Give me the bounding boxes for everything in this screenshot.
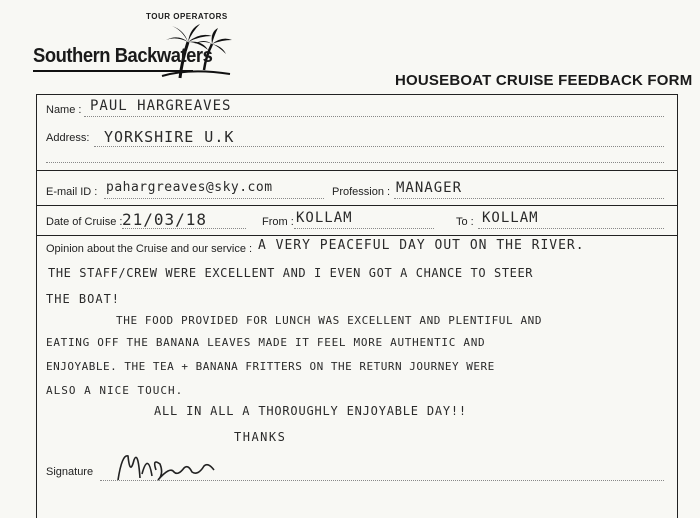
to-label: To : [456, 216, 474, 228]
opinion-line: ALSO A NICE TOUCH. [46, 384, 184, 397]
email-value: pahargreaves@sky.com [106, 180, 273, 195]
date-underline [122, 228, 246, 229]
address-underline [94, 146, 664, 147]
brand-tagline: TOUR OPERATORS [146, 12, 228, 21]
form-title: HOUSEBOAT CRUISE FEEDBACK FORM [395, 72, 693, 89]
opinion-line: ALL IN ALL A THOROUGHLY ENJOYABLE DAY!! [154, 404, 467, 418]
address-label: Address: [46, 132, 90, 144]
name-value: PAUL HARGREAVES [90, 98, 232, 114]
from-value: KOLLAM [296, 210, 353, 226]
address-underline-2 [46, 162, 664, 163]
from-label: From : [262, 216, 294, 228]
opinion-line: EATING OFF THE BANANA LEAVES MADE IT FEEL MORE AUTHENTIC AND [46, 336, 486, 349]
profession-label: Profession : [332, 186, 391, 198]
divider [36, 205, 678, 206]
divider [36, 235, 678, 236]
opinion-line: THE FOOD PROVIDED FOR LUNCH WAS EXCELLENT AND PLENTIFUL AND [116, 314, 543, 327]
opinion-line: THE BOAT! [46, 292, 121, 306]
email-underline [104, 198, 324, 199]
signature-label: Signature [46, 466, 94, 478]
opinion-line: A VERY PEACEFUL DAY OUT ON THE RIVER. [258, 238, 585, 253]
to-underline [478, 228, 664, 229]
date-label: Date of Cruise : [46, 216, 123, 228]
address-value: YORKSHIRE U.K [104, 128, 235, 146]
opinion-label: Opinion about the Cruise and our service : [46, 243, 253, 255]
date-value: 21/03/18 [122, 210, 208, 229]
name-underline [84, 116, 664, 117]
to-value: KOLLAM [482, 210, 539, 226]
opinion-line: THE STAFF/CREW WERE EXCELLENT AND I EVEN GOT A CHANCE TO STEER [48, 266, 534, 280]
opinion-line: THANKS [234, 430, 287, 444]
email-label: E-mail ID : [46, 186, 98, 198]
brand-underline [33, 70, 193, 72]
handwritten-signature [112, 446, 222, 486]
divider [36, 170, 678, 171]
brand-name: Southern Backwaters [33, 45, 213, 67]
opinion-line: ENJOYABLE. THE TEA + BANANA FRITTERS ON THE RETURN JOURNEY WERE [46, 360, 495, 373]
from-underline [294, 228, 434, 229]
profession-value: MANAGER [396, 180, 463, 196]
profession-underline [394, 198, 664, 199]
name-label: Name : [46, 104, 82, 116]
